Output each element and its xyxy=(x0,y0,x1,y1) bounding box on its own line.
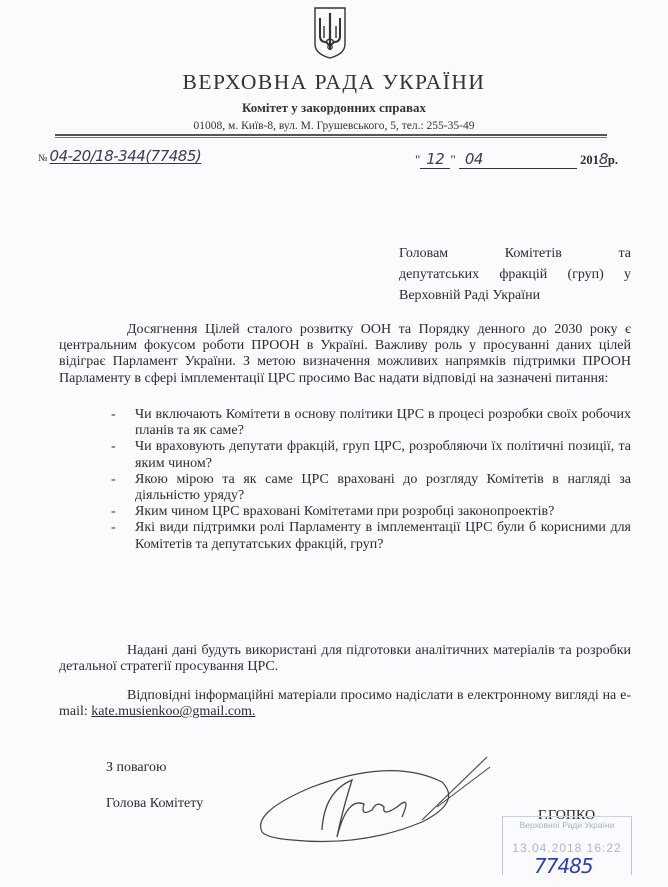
question-item xyxy=(111,520,631,552)
bullet-dash: - xyxy=(111,471,116,487)
question-item xyxy=(111,407,631,439)
date-month: 04 xyxy=(464,150,483,168)
request-text: Відповідні інформаційні матеріали просимо надіслати в електронному вигляді на e-mail: xyxy=(59,688,631,720)
addressee-line: депутатських фракцій (груп) у xyxy=(399,267,631,282)
question-item xyxy=(111,472,631,504)
number-sign: № xyxy=(38,153,48,164)
stamp-handwritten-number: 77485 xyxy=(534,854,593,878)
bullet-dash: - xyxy=(111,439,116,455)
organization-title: ВЕРХОВНА РАДА УКРАЇНИ xyxy=(182,70,486,94)
trident-emblem-icon xyxy=(313,6,347,60)
letterhead-rule xyxy=(55,134,607,136)
stamp-datetime: 13.04.2018 16:22 xyxy=(512,841,622,855)
question-item xyxy=(111,439,631,471)
bullet-dash: - xyxy=(111,407,116,422)
closing-regards: З повагою xyxy=(106,760,167,775)
bullet-dash: - xyxy=(111,520,116,536)
date-close-quote: " xyxy=(450,152,456,167)
question-text: Чи враховують депутати фракцій, груп ЦРС, розробляючи їх політичні позиції, та яким чином? xyxy=(135,439,631,471)
date-year-mark: р. xyxy=(607,153,618,167)
question-text: Яким чином ЦРС враховані Комітетами при розробці законопроектів? xyxy=(135,504,555,520)
addressee-line: Верховній Раді України xyxy=(399,288,541,303)
question-text: Які види підтримки ролі Парламенту в імплементації ЦРС були б корисними для Комітетів та депутатських фракцій, груп? xyxy=(135,520,631,552)
questions-list xyxy=(111,407,631,553)
registration-number xyxy=(38,147,201,165)
addressee-block xyxy=(399,243,631,306)
email-link[interactable]: kate.musienkoo@gmail.com. xyxy=(91,704,256,720)
letterhead-address: 01008, м. Київ-8, вул. М. Грушевського, 5, тел.: 255-35-49 xyxy=(193,120,475,132)
date-year-suffix: 8 xyxy=(598,150,608,168)
letter-date xyxy=(415,150,618,169)
addressee-line: Головам Комітетів та xyxy=(399,246,631,261)
intro-text: Досягнення Цілей сталого розвитку ООН та Порядку денного до 2030 року є центральним фокусом роботи ПРООН в Україні. Важливу роль у просуванні даних цілей відіграє Парламент України. З метою визначення можливих напрямків підтримки ПРООН Парламенту в сфері імплементації ЦРС просимо Вас надати відповіді на зазначені питання: xyxy=(59,322,631,386)
question-item xyxy=(111,504,631,520)
usage-text: Надані дані будуть використані для підготовки аналітичних матеріалів та розробки детальної стратегії просування ЦРС. xyxy=(59,643,631,675)
date-open-quote: " xyxy=(415,152,421,167)
bullet-dash: - xyxy=(111,504,116,520)
signer-name: Г.ГОПКО xyxy=(538,808,596,823)
registration-number-value: 04-20/18-344(77485) xyxy=(49,147,202,165)
usage-paragraph xyxy=(59,643,631,675)
letterhead-rule-thin xyxy=(55,137,607,138)
intro-paragraph xyxy=(59,322,631,387)
date-day: 12 xyxy=(426,150,445,168)
date-year-prefix: 201 xyxy=(580,153,599,167)
question-text: Якою мірою та як саме ЦРС враховані до розгляду Комітетів в нагляді за діяльністю уряду? xyxy=(135,471,631,504)
stamp-organization: Верховної Ради України xyxy=(519,820,615,830)
signer-position: Голова Комітету xyxy=(106,796,204,811)
committee-name: Комітет у закордонних справах xyxy=(242,100,426,115)
signature-image xyxy=(252,752,492,852)
request-paragraph xyxy=(59,688,631,720)
question-text: Чи включають Комітети в основу політики ЦРС в процесі розробки своїх робочих планів та як саме? xyxy=(135,407,631,439)
